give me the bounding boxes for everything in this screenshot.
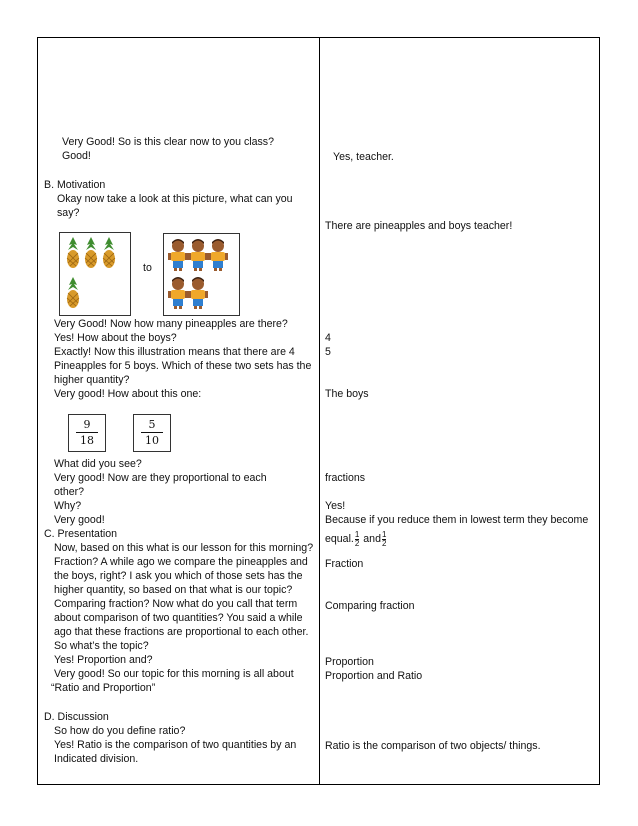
boy-icon bbox=[168, 239, 188, 271]
teacher-line: about comparison of two quantities? You said a while bbox=[54, 612, 303, 624]
fraction-box-5-10 bbox=[133, 414, 171, 452]
student-response: fractions bbox=[325, 472, 366, 484]
teacher-line: higher quantity, so based on that what is our topic? bbox=[54, 584, 293, 596]
fraction-bar bbox=[76, 432, 98, 433]
to-label: to bbox=[143, 262, 152, 274]
pineapples-picture bbox=[59, 232, 131, 316]
fraction-denominator: 10 bbox=[145, 434, 159, 447]
teacher-line: Fraction? A while ago we compare the pineapples and bbox=[54, 556, 308, 568]
fraction-denominator: 18 bbox=[80, 434, 94, 447]
student-response: Because if you reduce them in lowest term they become bbox=[325, 514, 589, 526]
student-response: 5 bbox=[325, 346, 331, 358]
teacher-line: Good! bbox=[62, 150, 91, 162]
teacher-line: Why? bbox=[54, 500, 82, 512]
fraction-numerator: 5 bbox=[148, 418, 156, 431]
motivation-heading: B. Motivation bbox=[44, 179, 106, 191]
presentation-heading: C. Presentation bbox=[44, 528, 118, 540]
topic-title: “Ratio and Proportion” bbox=[51, 682, 156, 694]
equal-text: equal. bbox=[325, 533, 354, 545]
half-fraction bbox=[355, 531, 359, 548]
teacher-line: say? bbox=[57, 207, 80, 219]
fraction-numerator: 9 bbox=[83, 418, 91, 431]
and-text: and bbox=[363, 533, 381, 545]
teacher-line: Exactly! Now this illustration means that there are 4 bbox=[54, 346, 295, 358]
fraction-box-9-18 bbox=[68, 414, 106, 452]
pineapple-icon bbox=[85, 237, 97, 268]
teacher-line: Very good! bbox=[54, 514, 105, 526]
fraction-bar bbox=[141, 432, 163, 433]
pineapple-icon bbox=[67, 237, 79, 268]
teacher-line: Okay now take a look at this picture, what can you bbox=[57, 193, 293, 205]
teacher-line: Comparing fraction? Now what do you call that term bbox=[54, 598, 298, 610]
boys-illustration bbox=[164, 234, 239, 315]
teacher-line: So how do you define ratio? bbox=[54, 725, 186, 737]
discussion-heading: D. Discussion bbox=[44, 711, 109, 723]
teacher-line: ago that these fractions are proportional to each other. bbox=[54, 626, 309, 638]
teacher-line: the boys, right? I ask you which of those sets has the bbox=[54, 570, 303, 582]
student-response: Comparing fraction bbox=[325, 600, 415, 612]
teacher-line: Very good! How about this one: bbox=[54, 388, 202, 400]
teacher-line: other? bbox=[54, 486, 85, 498]
boy-icon bbox=[188, 239, 208, 271]
teacher-line: higher quantity? bbox=[54, 374, 130, 386]
fraction-numerator: 1 bbox=[354, 529, 360, 539]
teacher-line: So what’s the topic? bbox=[54, 640, 149, 652]
teacher-line: Very Good! Now how many pineapples are there? bbox=[54, 318, 288, 330]
boy-icon bbox=[188, 277, 208, 309]
teacher-line: Yes! Ratio is the comparison of two quantities by an bbox=[54, 739, 297, 751]
teacher-line: Pineapples for 5 boys. Which of these two sets has the bbox=[54, 360, 312, 372]
teacher-line: Indicated division. bbox=[54, 753, 139, 765]
pineapple-icon bbox=[103, 237, 115, 268]
boy-icon bbox=[208, 239, 228, 271]
student-response: Proportion and Ratio bbox=[325, 670, 423, 682]
teacher-line: Very good! So our topic for this morning is all about bbox=[54, 668, 294, 680]
column-divider bbox=[319, 38, 320, 784]
student-response: Fraction bbox=[325, 558, 364, 570]
fraction-denominator: 2 bbox=[381, 538, 387, 548]
boys-picture bbox=[163, 233, 240, 316]
teacher-line: Yes! Proportion and? bbox=[54, 654, 153, 666]
student-response: Proportion bbox=[325, 656, 374, 668]
student-response: There are pineapples and boys teacher! bbox=[325, 220, 513, 232]
teacher-line: Now, based on this what is our lesson for this morning? bbox=[54, 542, 314, 554]
student-response: Yes, teacher. bbox=[333, 151, 394, 163]
fraction-denominator: 2 bbox=[354, 538, 360, 548]
student-response-equal bbox=[325, 529, 387, 549]
pineapples-illustration bbox=[60, 233, 130, 315]
teacher-line: Very good! Now are they proportional to each bbox=[54, 472, 267, 484]
teacher-line: What did you see? bbox=[54, 458, 142, 470]
pineapple-icon bbox=[67, 277, 79, 308]
teacher-line: Yes! How about the boys? bbox=[54, 332, 177, 344]
student-response: The boys bbox=[325, 388, 369, 400]
fraction-numerator: 1 bbox=[381, 529, 387, 539]
boy-icon bbox=[168, 277, 188, 309]
student-response: 4 bbox=[325, 332, 331, 344]
student-response: Yes! bbox=[325, 500, 346, 512]
half-fraction bbox=[382, 531, 386, 548]
student-response: Ratio is the comparison of two objects/ things. bbox=[325, 740, 541, 752]
teacher-line: Very Good! So is this clear now to you class? bbox=[62, 136, 274, 148]
